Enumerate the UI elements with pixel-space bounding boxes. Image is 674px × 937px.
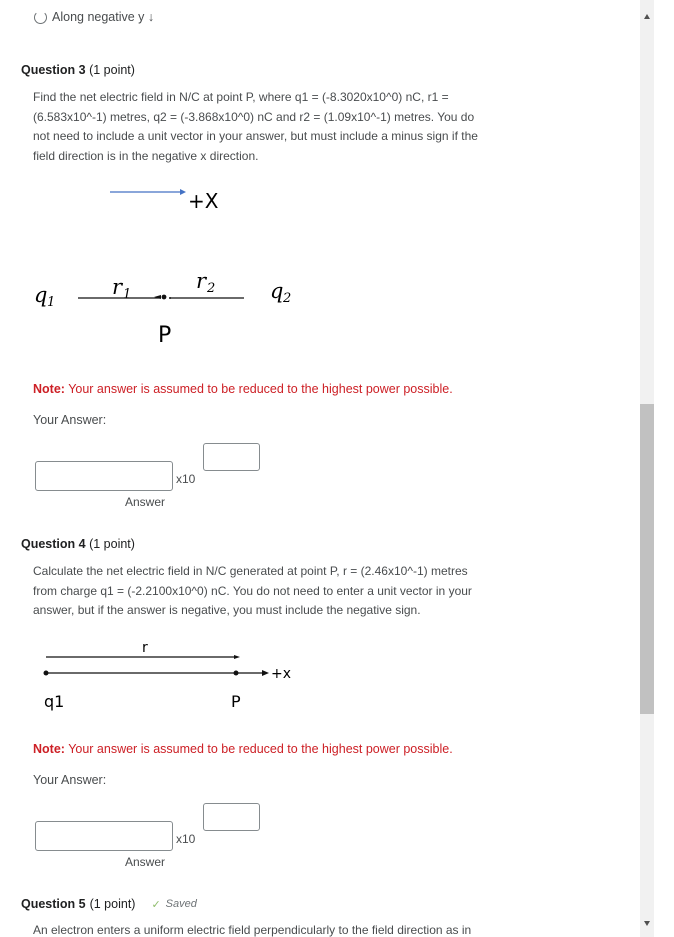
- question-4-your-answer-label: Your Answer:: [33, 773, 107, 787]
- question-3-x10-label: x10: [176, 472, 196, 486]
- question-3-answer-caption: Answer: [125, 495, 166, 509]
- question-text-line: field direction is in the negative x direction.: [33, 148, 259, 163]
- question-text-line: not need to include a unit vector in your answer, but must include a minus sign if the: [33, 129, 478, 143]
- question-3-text: [33, 88, 523, 166]
- charge-q1-subscript: 1: [47, 295, 56, 310]
- direction-option-negative-y[interactable]: [34, 8, 154, 26]
- note-label: Note:: [33, 742, 65, 756]
- scrollbar[interactable]: [640, 0, 654, 937]
- question-3-your-answer-label: Your Answer:: [33, 413, 107, 427]
- axis-label-plus-x: +x: [271, 666, 292, 682]
- note-text: Your answer is assumed to be reduced to the highest power possible.: [64, 742, 453, 756]
- point-p-label: P: [231, 692, 241, 711]
- saved-status: Saved: [165, 898, 197, 910]
- question-4-title: [21, 537, 135, 551]
- question-5-text: [33, 921, 523, 937]
- scrollbar-thumb[interactable]: [640, 404, 654, 714]
- axis-arrowhead: [262, 670, 269, 676]
- distance-r2-subscript: 2: [207, 281, 216, 296]
- distance-r1-label: r: [112, 275, 123, 299]
- question-4-diagram: [30, 635, 310, 715]
- question-text-line: An electron enters a uniform electric field perpendicularly to the field direction as in: [33, 923, 472, 937]
- question-text-line: from charge q1 = (-2.2100x10^0) nC. You do not need to enter a unit vector in your: [33, 583, 472, 598]
- point-p-dot: [162, 295, 167, 300]
- saved-check-icon: ✓: [151, 898, 161, 911]
- question-text-line: Calculate the net electric field in N/C generated at point P, r = (2.46x10^-1) metres: [33, 564, 468, 578]
- distance-r-label: r: [142, 640, 148, 656]
- note-label: Note:: [33, 382, 65, 396]
- question-text-line: (6.583x10^-1) metres, q2 = (-3.868x10^0) nC and r2 = (1.09x10^-1) metres. You do: [33, 109, 475, 124]
- question-4-exponent-input[interactable]: [203, 803, 260, 831]
- note-text: Your answer is assumed to be reduced to the highest power possible.: [64, 382, 453, 396]
- question-4-text: [33, 562, 523, 621]
- question-5-title: [21, 897, 197, 911]
- question-number: Question 4: [21, 537, 86, 551]
- axis-label-plus-x: +X: [188, 189, 219, 213]
- question-3-title: [21, 63, 135, 77]
- question-4-note: [33, 742, 453, 756]
- question-4-mantissa-input[interactable]: [35, 821, 173, 851]
- charge-q1-label: q1: [44, 692, 65, 711]
- distance-r-arrowhead: [234, 655, 240, 659]
- scroll-down-arrow-icon[interactable]: [644, 921, 650, 926]
- option-label: Along negative y ↓: [52, 9, 155, 24]
- question-3-diagram: [30, 180, 320, 355]
- question-points: (1 point): [89, 537, 135, 551]
- question-4-answer-caption: Answer: [125, 855, 166, 869]
- distance-r1-subscript: 1: [123, 287, 132, 302]
- axis-arrow-head: [180, 189, 186, 195]
- question-4-x10-label: x10: [176, 832, 196, 846]
- scroll-up-arrow-icon[interactable]: [644, 14, 650, 19]
- charge-q2-subscript: 2: [283, 291, 292, 306]
- point-p-dot: [234, 671, 239, 676]
- question-3-exponent-input[interactable]: [203, 443, 260, 471]
- question-points: (1 point): [89, 897, 136, 911]
- question-3-note: [33, 382, 453, 396]
- question-3-mantissa-input[interactable]: [35, 461, 173, 491]
- question-points: (1 point): [89, 63, 135, 77]
- radio-icon[interactable]: [34, 11, 47, 24]
- question-text-line: Find the net electric field in N/C at point P, where q1 = (-8.3020x10^0) nC, r1 =: [33, 90, 449, 104]
- question-number: Question 3: [21, 63, 86, 77]
- charge-q1-label: q: [34, 283, 48, 307]
- question-text-line: answer, but if the answer is negative, you must include the negative sign.: [33, 603, 421, 617]
- question-number: Question 5: [21, 897, 86, 911]
- distance-r2-label: r: [196, 269, 207, 293]
- point-p-label: P: [158, 323, 172, 348]
- charge-q1-dot: [44, 671, 49, 676]
- charge-q2-label: q: [270, 279, 284, 303]
